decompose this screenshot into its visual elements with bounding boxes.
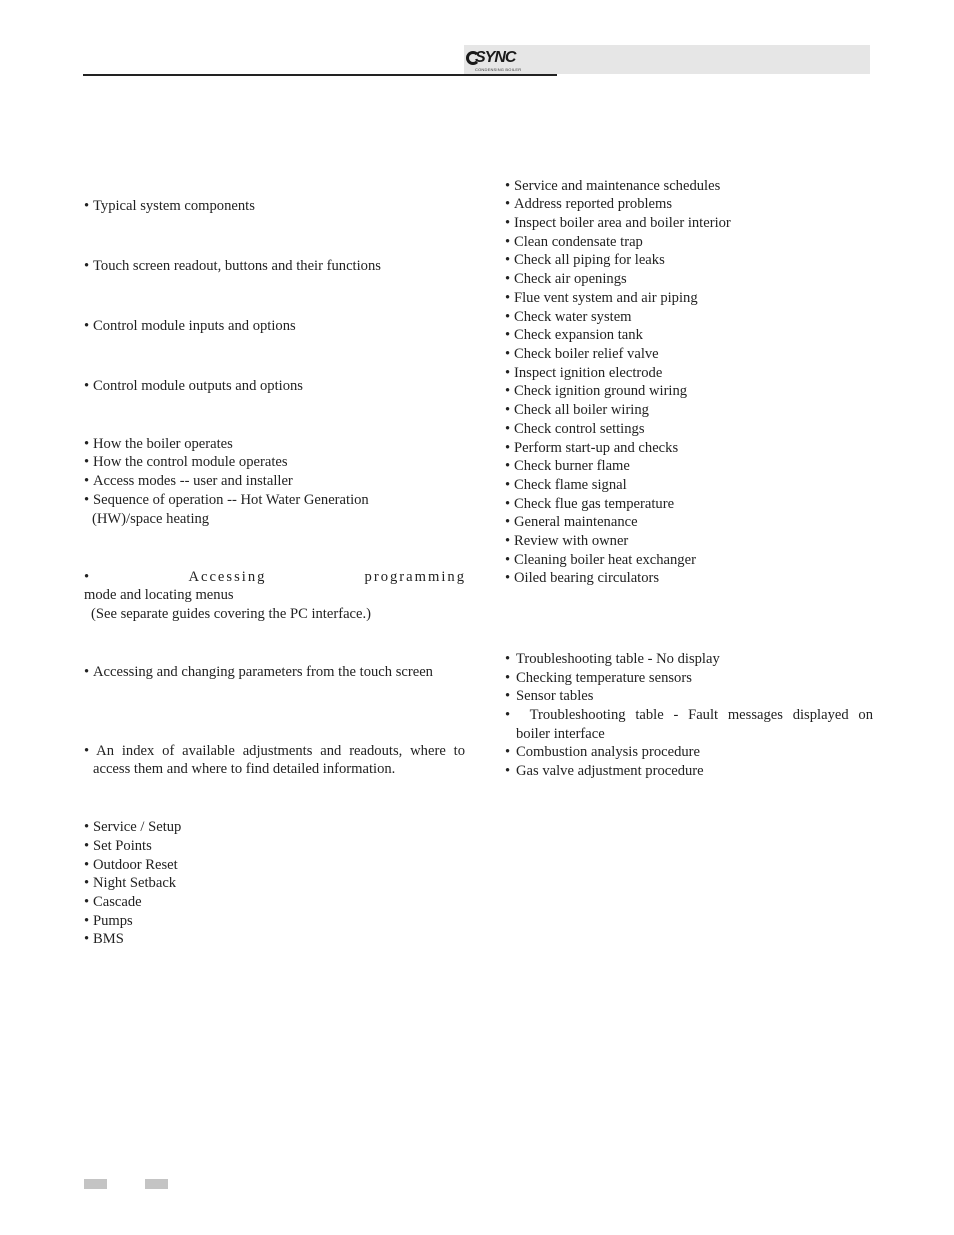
list-item: • How the boiler operates [84, 436, 233, 452]
footer-box-left [84, 1179, 107, 1189]
list-item: • Control module outputs and options [84, 378, 303, 394]
list-item-note: (See separate guides covering the PC interface.) [91, 606, 372, 622]
logo-tagline: CONDENSING BOILER [475, 67, 522, 72]
list-item: • Gas valve adjustment procedure [505, 763, 704, 779]
list-item: • Check flame signal [505, 477, 627, 493]
list-item: • Check flue gas temperature [505, 496, 675, 512]
list-item: • Pumps [84, 913, 133, 929]
list-item: • Night Setback [84, 875, 177, 891]
list-item: • Sequence of operation -- Hot Water Generation [84, 492, 369, 508]
footer-box-right [145, 1179, 168, 1189]
list-item: • BMS [84, 931, 124, 947]
list-item: • Address reported problems [505, 196, 673, 212]
list-item-continuation: boiler interface [516, 726, 605, 742]
list-item: • Check all piping for leaks [505, 252, 665, 268]
list-item: • Outdoor Reset [84, 857, 178, 873]
list-item: • Troubleshooting table - No display [505, 651, 720, 667]
list-item: • Sensor tables [505, 688, 594, 704]
list-item: • Accessing and changing parameters from the touch screen [84, 664, 433, 680]
list-item: • Check burner flame [505, 458, 630, 474]
list-item: • Inspect ignition electrode [505, 365, 663, 381]
list-item: • How the control module operates [84, 454, 288, 470]
list-item: • Review with owner [505, 533, 629, 549]
list-item: • Check all boiler wiring [505, 402, 649, 418]
list-item: • Cleaning boiler heat exchanger [505, 552, 696, 568]
list-item: • Service and maintenance schedules [505, 178, 721, 194]
list-item: • An index of available adjustments and readouts, where to [84, 743, 466, 759]
list-item: • Perform start-up and checks [505, 440, 679, 456]
list-item: • Check water system [505, 309, 632, 325]
list-item-continuation: access them and where to find detailed information. [93, 761, 396, 777]
sync-logo [466, 47, 536, 73]
list-item-continuation: mode and locating menus [84, 587, 234, 603]
list-item: • Set Points [84, 838, 152, 854]
list-item: • Flue vent system and air piping [505, 290, 698, 306]
list-item: • Check expansion tank [505, 327, 643, 343]
list-item-continuation: (HW)/space heating [92, 511, 210, 527]
list-item: • Check ignition ground wiring [505, 383, 688, 399]
list-item-spaced: • Accessing programming [84, 569, 466, 585]
list-item: • Combustion analysis procedure [505, 744, 701, 760]
list-item: • Checking temperature sensors [505, 670, 692, 686]
list-item: • Touch screen readout, buttons and their functions [84, 258, 381, 274]
list-item: • Troubleshooting table - Fault messages displayed on [505, 707, 873, 723]
list-item: • Check air openings [505, 271, 627, 287]
header-rule [83, 74, 557, 76]
list-item: • Service / Setup [84, 819, 182, 835]
list-item: • Check boiler relief valve [505, 346, 659, 362]
list-item: • Inspect boiler area and boiler interior [505, 215, 731, 231]
list-item: • Oiled bearing circulators [505, 570, 660, 586]
list-item: • Access modes -- user and installer [84, 473, 293, 489]
list-item: • Typical system components [84, 198, 255, 214]
list-item: • Control module inputs and options [84, 318, 296, 334]
list-item: • General maintenance [505, 514, 638, 530]
list-item: • Clean condensate trap [505, 234, 643, 250]
list-item: • Cascade [84, 894, 142, 910]
logo-wordmark: SYNC [475, 49, 516, 66]
list-item: • Check control settings [505, 421, 645, 437]
